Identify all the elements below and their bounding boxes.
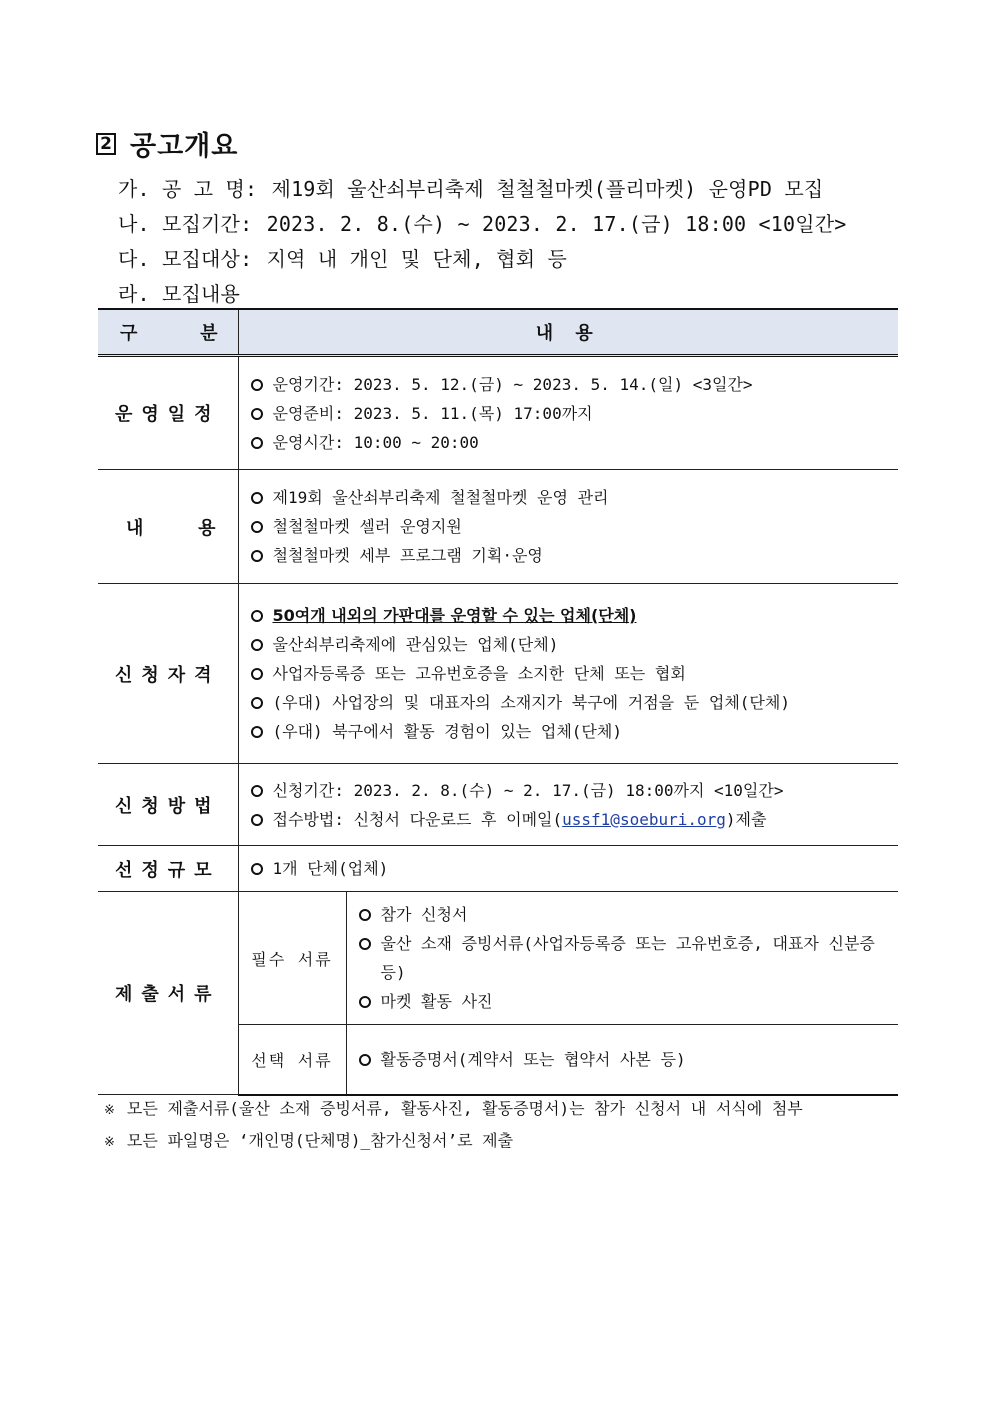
- reference-mark-icon: ※: [104, 1103, 115, 1118]
- email-link[interactable]: ussf1@soeburi.org: [562, 809, 726, 829]
- row-content-qualification: [238, 584, 898, 764]
- bullet-circle-icon: [251, 408, 263, 420]
- bullet-circle-icon: [251, 379, 263, 391]
- section-number-box: 2: [96, 133, 116, 155]
- row-content-required: [346, 892, 898, 1025]
- overview-line-period: [118, 208, 847, 237]
- list-item: 철철철마켓 세부 프로그램 기획·운영: [249, 541, 899, 570]
- list-item: (우대) 북구에서 활동 경험이 있는 업체(단체): [249, 717, 899, 746]
- recruitment-table: [98, 308, 898, 1096]
- overview-value: 2023. 2. 8.(수) ~ 2023. 2. 17.(금) 18:00 <10일간>: [266, 212, 847, 236]
- table-header-row: [98, 309, 898, 356]
- bullet-circle-icon: [251, 814, 263, 826]
- row-label-schedule: 운영일정: [98, 356, 238, 470]
- bullet-circle-icon: [251, 521, 263, 533]
- overview-line-content: [118, 278, 242, 307]
- note-line: ※ 모든 제출서류(울산 소재 증빙서류, 활동사진, 활동증명서)는 참가 신청서 내 서식에 첨부: [104, 1099, 803, 1118]
- table-row-scale: [98, 846, 898, 892]
- header-content: 내 용: [238, 309, 898, 356]
- list-item: 운영기간: 2023. 5. 12.(금) ~ 2023. 5. 14.(일) <3일간>: [249, 370, 899, 399]
- row-label-documents: 제출서류: [98, 892, 238, 1095]
- overview-label: 나. 모집기간:: [118, 212, 253, 236]
- bullet-circle-icon: [251, 726, 263, 738]
- bullet-circle-icon: [251, 610, 263, 622]
- bullet-circle-icon: [251, 785, 263, 797]
- bullet-circle-icon: [251, 550, 263, 562]
- bullet-circle-icon: [359, 938, 371, 950]
- section-header: [96, 124, 238, 163]
- bullet-circle-icon: [251, 863, 263, 875]
- header-category-a: 구: [120, 323, 138, 344]
- row-content-content: [238, 470, 898, 584]
- header-category-b: 분: [200, 323, 218, 344]
- bullet-circle-icon: [251, 639, 263, 651]
- reference-mark-icon: ※: [104, 1135, 115, 1150]
- table-row-schedule: [98, 356, 898, 470]
- bullet-circle-icon: [251, 437, 263, 449]
- bullet-circle-icon: [359, 1054, 371, 1066]
- overview-line-target: [118, 243, 567, 272]
- row-content-schedule: [238, 356, 898, 470]
- table-row-documents-required: [98, 892, 898, 1025]
- list-item: 운영준비: 2023. 5. 11.(목) 17:00까지: [249, 399, 899, 428]
- list-item: 사업자등록증 또는 고유번호증을 소지한 단체 또는 협회: [249, 659, 899, 688]
- overview-line-title: [118, 173, 823, 202]
- header-category: [98, 309, 238, 356]
- list-item: 참가 신청서: [357, 900, 891, 929]
- list-item: (우대) 사업장의 및 대표자의 소재지가 북구에 거점을 둔 업체(단체): [249, 688, 899, 717]
- note-line: ※ 모든 파일명은 ‘개인명(단체명)_참가신청서’로 제출: [104, 1131, 514, 1150]
- list-item: 마켓 활동 사진: [357, 987, 891, 1016]
- list-item: 운영시간: 10:00 ~ 20:00: [249, 428, 899, 457]
- table-row-qualification: [98, 584, 898, 764]
- row-label-scale: 선정규모: [98, 846, 238, 892]
- list-item: 활동증명서(계약서 또는 협약서 사본 등): [357, 1045, 899, 1074]
- list-item: 제19회 울산쇠부리축제 철철철마켓 운영 관리: [249, 483, 899, 512]
- overview-value: 제19회 울산쇠부리축제 철철철마켓(플리마켓) 운영PD 모집: [271, 177, 824, 201]
- overview-value: 지역 내 개인 및 단체, 협회 등: [266, 247, 567, 271]
- bullet-circle-icon: [359, 909, 371, 921]
- list-item: 울산쇠부리축제에 관심있는 업체(단체): [249, 630, 899, 659]
- section-title: 공고개요: [130, 131, 239, 162]
- row-label-content: 내 용: [98, 470, 238, 584]
- bullet-circle-icon: [359, 996, 371, 1008]
- overview-label: 가. 공 고 명:: [118, 177, 258, 201]
- list-item: 철철철마켓 셀러 운영지원: [249, 512, 899, 541]
- table-row-method: [98, 764, 898, 846]
- row-content-method: [238, 764, 898, 846]
- row-label-method: 신청방법: [98, 764, 238, 846]
- sublabel-optional: 선택 서류: [238, 1025, 346, 1095]
- bullet-circle-icon: [251, 697, 263, 709]
- notes: [104, 1094, 803, 1158]
- bullet-circle-icon: [251, 668, 263, 680]
- overview-label: 다. 모집대상:: [118, 247, 253, 271]
- list-item: 울산 소재 증빙서류(사업자등록증 또는 고유번호증, 대표자 신분증 등): [357, 929, 891, 987]
- row-label-qualification: 신청자격: [98, 584, 238, 764]
- list-item: 접수방법: 신청서 다운로드 후 이메일(ussf1@soeburi.org)제출: [249, 805, 899, 834]
- table-row-content: [98, 470, 898, 584]
- overview-label: 라. 모집내용: [118, 282, 241, 306]
- list-item: 신청기간: 2023. 2. 8.(수) ~ 2. 17.(금) 18:00까지 <10일간>: [249, 776, 899, 805]
- bullet-circle-icon: [251, 492, 263, 504]
- list-item: 50여개 내외의 가판대를 운영할 수 있는 업체(단체): [249, 601, 899, 630]
- list-item: 1개 단체(업체): [249, 854, 899, 883]
- sublabel-required: 필수 서류: [238, 892, 346, 1025]
- row-content-scale: [238, 846, 898, 892]
- row-content-optional: [346, 1025, 898, 1095]
